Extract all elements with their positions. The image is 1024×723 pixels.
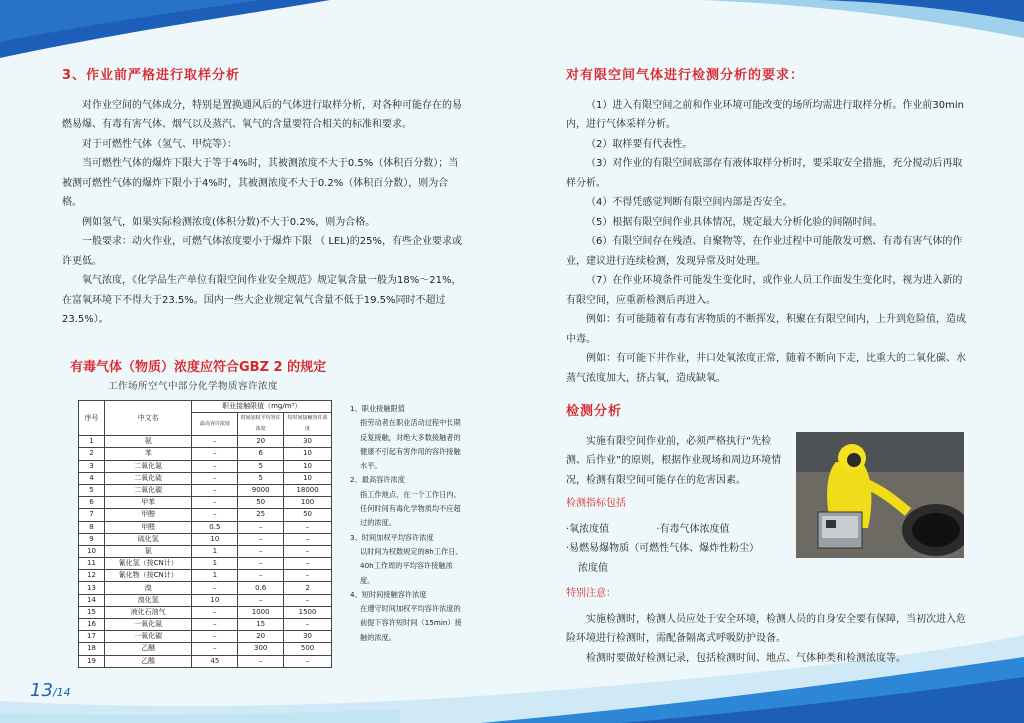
table-row	[79, 594, 332, 606]
table-cell: 氨	[104, 436, 192, 448]
table-cell: –	[192, 484, 238, 496]
table-cell: 10	[192, 594, 238, 606]
table-cell: 二氧化氮	[104, 460, 192, 472]
table-row	[79, 619, 332, 631]
table-row	[79, 558, 332, 570]
requirement-item: （6）有限空间存在残渣、自聚物等，在作业过程中可能散发可燃、有毒有害气体的作业，建议进行连续检测，发现异常及时处理。	[566, 236, 963, 267]
paragraph: 氧气浓度，《化学品生产单位有限空间作业安全规范》规定氧含量一般为18%～21%，在富氧环境下不得大于23.5%。国内一些大企业规定氧气含量不低于19.5%同时不超过23.5%）。	[62, 275, 462, 325]
table-cell: 氰化氢（按CN计）	[104, 558, 192, 570]
header-twa: 时间加权平均容许浓度	[238, 413, 284, 436]
table-cell: 0.6	[238, 582, 284, 594]
page-number	[30, 680, 71, 701]
requirement-item: （3）对作业的有限空间底部存有液体取样分析时，要采取安全措施，充分搅动后再取样分析。	[566, 158, 963, 189]
table-row	[79, 582, 332, 594]
requirement-item: （7）在作业环境条件可能发生变化时，或作业人员工作面发生变化时，视为进入新的有限空间，应重新检测后再进入。	[566, 275, 963, 306]
table-cell: 1500	[284, 606, 332, 618]
table-cell: –	[238, 594, 284, 606]
note-heading: 1、职业接触限值	[350, 404, 405, 413]
table-row	[79, 606, 332, 618]
table-cell: 甲苯	[104, 497, 192, 509]
table-cell: 6	[238, 448, 284, 460]
table-row	[79, 448, 332, 460]
table-cell: 4	[79, 472, 105, 484]
table-cell: 7	[79, 509, 105, 521]
table-notes	[350, 402, 465, 645]
table-cell: 20	[238, 631, 284, 643]
table-cell: 一氧化氮	[104, 619, 192, 631]
toxic-gas-title: 有毒气体（物质）浓度应符合GBZ 2 的规定	[70, 360, 327, 375]
indicator-item: ·氧浓度值	[566, 523, 610, 535]
table-cell: 液化石油气	[104, 606, 192, 618]
table-cell: 氯	[104, 545, 192, 557]
table-cell: 溴化氢	[104, 594, 192, 606]
note-heading: 4、短时间接触容许浓度	[350, 589, 427, 599]
table-cell: 12	[79, 570, 105, 582]
table-row	[79, 509, 332, 521]
table-row	[79, 631, 332, 643]
table-cell: 1	[79, 436, 105, 448]
table-cell: 18000	[284, 484, 332, 496]
paragraph: 对作业空间的气体成分，特别是置换通风后的气体进行取样分析，对各种可能存在的易燃易爆、有毒有害气体、烟气以及蒸汽、氧气的含量要符合相关的标准和要求。	[62, 99, 462, 130]
table-cell: 硫化氢	[104, 533, 192, 545]
table-cell: 50	[238, 497, 284, 509]
table-cell: 25	[238, 509, 284, 521]
table-cell: 500	[284, 643, 332, 655]
table-body	[79, 436, 332, 668]
table-cell: 11	[79, 558, 105, 570]
table-cell: –	[284, 521, 332, 533]
requirement-item: （1）进入有限空间之前和作业环境可能改变的场所均需进行取样分析。作业前30min内，进行气体采样分析。	[566, 99, 964, 130]
table-cell: –	[192, 497, 238, 509]
table-cell: –	[238, 545, 284, 557]
table-row	[79, 484, 332, 496]
table-cell: 3	[79, 460, 105, 472]
table-cell: 1000	[238, 606, 284, 618]
note-text: 指劳动者在职业活动过程中长期反复接触，对绝大多数接触者的健康不引起有害作用的容许接触水平。	[360, 418, 461, 471]
table-cell: –	[238, 558, 284, 570]
table-cell: 10	[192, 533, 238, 545]
table-row	[79, 497, 332, 509]
indicators-title: 检测指标包括	[566, 498, 626, 509]
indicator-item: 浓度值	[578, 562, 608, 574]
table-cell: 19	[79, 655, 105, 667]
table-cell: –	[238, 655, 284, 667]
table-cell: –	[192, 436, 238, 448]
table-cell: 15	[238, 619, 284, 631]
table-cell: –	[192, 619, 238, 631]
table-cell: 甲醛	[104, 521, 192, 533]
table-cell: 45	[192, 655, 238, 667]
table-cell: 氰化物（按CN计）	[104, 570, 192, 582]
table-cell: 30	[284, 436, 332, 448]
table-cell: 18	[79, 643, 105, 655]
paragraph: 当可燃性气体的爆炸下限大于等于4%时，其被测浓度不大于0.5%（体积百分数）；当被测可燃性气体的爆炸下限小于4%时，其被测浓度不大于0.2%（体积百分数），则为合格。	[62, 158, 459, 208]
table-cell: 9	[79, 533, 105, 545]
table-row	[79, 655, 332, 667]
table-cell: 300	[238, 643, 284, 655]
requirement-item: （5）根据有限空间作业具体情况，规定最大分析化验的间隔时间。	[586, 216, 883, 228]
table-cell: 14	[79, 594, 105, 606]
table-cell: 1	[192, 570, 238, 582]
table-row	[79, 570, 332, 582]
table-cell: –	[238, 521, 284, 533]
table-cell: –	[192, 472, 238, 484]
table-cell: –	[284, 655, 332, 667]
table-cell: –	[192, 631, 238, 643]
left-column	[62, 66, 462, 330]
header-mac: 最高容许浓度	[192, 413, 238, 436]
table-cell: 15	[79, 606, 105, 618]
table-cell: –	[284, 619, 332, 631]
paragraph: 一般要求：动火作业，可燃气体浓度要小于爆炸下限 （ LEL)的25%，有些企业要求或许更低。	[62, 236, 462, 267]
table-cell: 甲醇	[104, 509, 192, 521]
detect-intro: 实施有限空间作业前，必须严格执行“先检测、后作业”的原则，根据作业现场和周边环境情况，检测有限空间可能存在的危害因素。	[566, 435, 782, 486]
table-cell: –	[192, 460, 238, 472]
table-cell: 6	[79, 497, 105, 509]
note-text: 以时间为权数规定的8h工作日、40h工作周的平均容许接触浓度。	[360, 546, 463, 585]
table-caption: 工作场所空气中部分化学物质容许浓度	[108, 381, 279, 392]
table-cell: 17	[79, 631, 105, 643]
table-cell: 16	[79, 619, 105, 631]
table-cell: 一氧化碳	[104, 631, 192, 643]
table-cell: 二氧化硫	[104, 472, 192, 484]
requirement-item: 例如：有可能随着有毒有害物质的不断挥发，积聚在有限空间内，上升到危险值，造成中毒。	[566, 314, 966, 345]
note-heading: 3、时间加权平均容许浓度	[350, 532, 434, 542]
indicator-item: ·有毒气体浓度值	[656, 523, 730, 535]
right-column	[566, 66, 966, 668]
table-row	[79, 472, 332, 484]
table-cell: 5	[238, 472, 284, 484]
note-text: 在遵守时间加权平均容许浓度的前提下容许短时间（15min）接触的浓度。	[360, 604, 462, 642]
table-cell: –	[192, 582, 238, 594]
exposure-limits-table	[78, 400, 332, 668]
table-row	[79, 643, 332, 655]
table-cell: –	[192, 643, 238, 655]
table-cell: 50	[284, 509, 332, 521]
left-section-heading: 3、作业前严格进行取样分析	[62, 68, 241, 83]
requirement-item: 例如：有可能下井作业，井口处氧浓度正常，随着不断向下走，比重大的二氧化碳、水蒸气浓度加大，挤占氧，造成缺氧。	[566, 353, 966, 384]
table-cell: –	[284, 594, 332, 606]
note-heading: 2、最高容许浓度	[350, 475, 405, 485]
table-row	[79, 545, 332, 557]
right-section-heading: 对有限空间气体进行检测分析的要求：	[566, 68, 805, 83]
table-cell: –	[284, 558, 332, 570]
table-cell: 10	[284, 448, 332, 460]
page-current: 13	[30, 680, 53, 701]
header-seq: 序号	[79, 401, 105, 436]
header-group: 职业接触限值（mg/m³）	[192, 401, 332, 413]
table-cell: 9000	[238, 484, 284, 496]
table-cell: 0.5	[192, 521, 238, 533]
table-cell: 13	[79, 582, 105, 594]
header-stel: 短时间接触容许浓度	[284, 413, 332, 436]
requirement-item: （4）不得凭感觉判断有限空间内部是否安全。	[586, 197, 793, 208]
attention-title: 特别注意：	[566, 588, 616, 599]
indicator-item: ·易燃易爆物质（可燃性气体、爆炸性粉尘）	[566, 543, 760, 554]
note-text: 指工作地点、在一个工作日内、任何时间有毒化学物质均不应超过的浓度。	[360, 489, 461, 528]
requirement-item: （2）取样要有代表性。	[586, 138, 693, 150]
header-name: 中文名	[104, 401, 192, 436]
table-cell: –	[192, 606, 238, 618]
table-row	[79, 460, 332, 472]
attention-text: 检测时要做好检测记录，包括检测时间、地点、气体种类和检测浓度等。	[586, 652, 906, 664]
table-row	[79, 436, 332, 448]
table-cell: 20	[238, 436, 284, 448]
table-cell: –	[284, 545, 332, 557]
paragraph: 例如氢气，如果实际检测浓度(体积分数)不大于0.2%，则为合格。	[82, 216, 376, 228]
table-cell: 10	[284, 472, 332, 484]
table-row	[79, 533, 332, 545]
top-wave-decoration	[0, 0, 1024, 60]
table-cell: 8	[79, 521, 105, 533]
detect-heading: 检测分析	[566, 404, 623, 419]
table-cell: 10	[284, 460, 332, 472]
table-cell: 30	[284, 631, 332, 643]
table-cell: –	[192, 448, 238, 460]
table-cell: 苯	[104, 448, 192, 460]
paragraph: 对于可燃性气体（氢气、甲烷等）：	[82, 138, 237, 150]
table-cell: 1	[192, 558, 238, 570]
table-cell: 1	[192, 545, 238, 557]
table-cell: –	[238, 570, 284, 582]
table-cell: 二氧化碳	[104, 484, 192, 496]
table-cell: –	[192, 509, 238, 521]
table-cell: 2	[79, 448, 105, 460]
table-cell: 5	[238, 460, 284, 472]
table-row	[79, 521, 332, 533]
table-cell: –	[284, 570, 332, 582]
table-cell: 溴	[104, 582, 192, 594]
table-cell: 乙酸	[104, 655, 192, 667]
worker-detection-photo	[796, 432, 964, 558]
attention-text: 实施检测时，检测人员应处于安全环境，检测人员的自身安全要有保障，当初次进入危险环境进行检测时，需配备隔离式呼吸防护设备。	[566, 613, 966, 644]
table-cell: 2	[284, 582, 332, 594]
table-cell: 乙醚	[104, 643, 192, 655]
page-total: /14	[52, 686, 71, 699]
table-cell: –	[238, 533, 284, 545]
table-cell: 5	[79, 484, 105, 496]
table-cell: –	[284, 533, 332, 545]
table-cell: 10	[79, 545, 105, 557]
table-cell: 100	[284, 497, 332, 509]
